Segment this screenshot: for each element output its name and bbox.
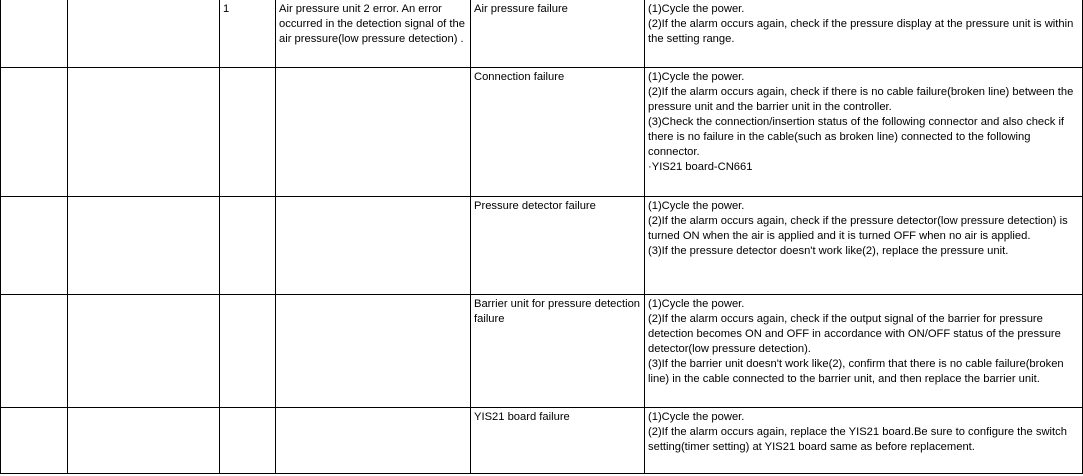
blank-cell-b xyxy=(68,294,220,407)
alarm-description xyxy=(276,196,471,294)
alarm-number xyxy=(220,407,276,473)
action-line: (1)Cycle the power. xyxy=(648,297,745,310)
alarm-description: Air pressure unit 2 error. An error occurred in the detection signal of the air pressure(low pressure detection) . xyxy=(276,0,471,67)
cause-cell: Barrier unit for pressure detection failure xyxy=(471,294,645,407)
blank-cell-b xyxy=(68,407,220,473)
table-row xyxy=(1,294,1083,407)
table-row xyxy=(1,0,1083,67)
cause-cell: YIS21 board failure xyxy=(471,407,645,473)
blank-cell-b xyxy=(68,196,220,294)
action-line: ·YIS21 board-CN661 xyxy=(648,160,753,173)
blank-cell-a xyxy=(1,407,68,473)
action-cell xyxy=(645,67,1083,196)
alarm-number xyxy=(220,196,276,294)
blank-cell-b xyxy=(68,0,220,67)
action-line: (2)If the alarm occurs again, check if the pressure display at the pressure unit is within the setting range. xyxy=(648,18,1074,45)
cause-cell: Connection failure xyxy=(471,67,645,196)
alarm-description xyxy=(276,67,471,196)
action-line: (3)If the barrier unit doesn't work like(2), confirm that there is no cable failure(broken line) in the cable connected to the barrier unit, and then replace the barrier unit. xyxy=(648,357,1064,385)
action-cell xyxy=(645,0,1083,67)
action-line: (2)If the alarm occurs again, check if the output signal of the barrier for pressure detection becomes ON and OFF in accordance with ON/OFF status of the pressure detector(low pressure detection). xyxy=(648,312,1061,355)
action-cell xyxy=(645,407,1083,473)
alarm-description xyxy=(276,294,471,407)
blank-cell-a xyxy=(1,294,68,407)
action-line: (3)If the pressure detector doesn't work like(2), replace the pressure unit. xyxy=(648,244,1009,257)
action-line: (3)Check the connection/insertion status of the following connector and also check if there is no failure in the cable(such as broken line) connected to the following connector. xyxy=(648,115,1065,158)
blank-cell-a xyxy=(1,0,68,67)
action-line: (1)Cycle the power. xyxy=(648,199,745,212)
action-line: (2)If the alarm occurs again, check if the pressure detector(low pressure detection) is turned ON when the air is applied and it is turned OFF when no air is applied. xyxy=(648,214,1068,242)
table-row xyxy=(1,67,1083,196)
table-row xyxy=(1,196,1083,294)
cause-cell: Air pressure failure xyxy=(471,0,645,67)
alarm-number xyxy=(220,67,276,196)
action-line: (2)If the alarm occurs again, replace the YIS21 board.Be sure to configure the switch setting(timer setting) at YIS21 board same as before replacement. xyxy=(648,425,1067,453)
blank-cell-a xyxy=(1,196,68,294)
table-row xyxy=(1,407,1083,473)
blank-cell-b xyxy=(68,67,220,196)
cause-cell: Pressure detector failure xyxy=(471,196,645,294)
action-line: (2)If the alarm occurs again, check if there is no cable failure(broken line) between the pressure unit and the barrier unit in the controller. xyxy=(648,85,1074,113)
alarm-description xyxy=(276,407,471,473)
action-line: (1)Cycle the power. xyxy=(648,3,745,15)
blank-cell-a xyxy=(1,67,68,196)
action-line: (1)Cycle the power. xyxy=(648,70,745,83)
action-cell xyxy=(645,294,1083,407)
alarm-number: 1 xyxy=(220,0,276,67)
action-line: (1)Cycle the power. xyxy=(648,410,745,423)
alarm-number xyxy=(220,294,276,407)
action-cell xyxy=(645,196,1083,294)
